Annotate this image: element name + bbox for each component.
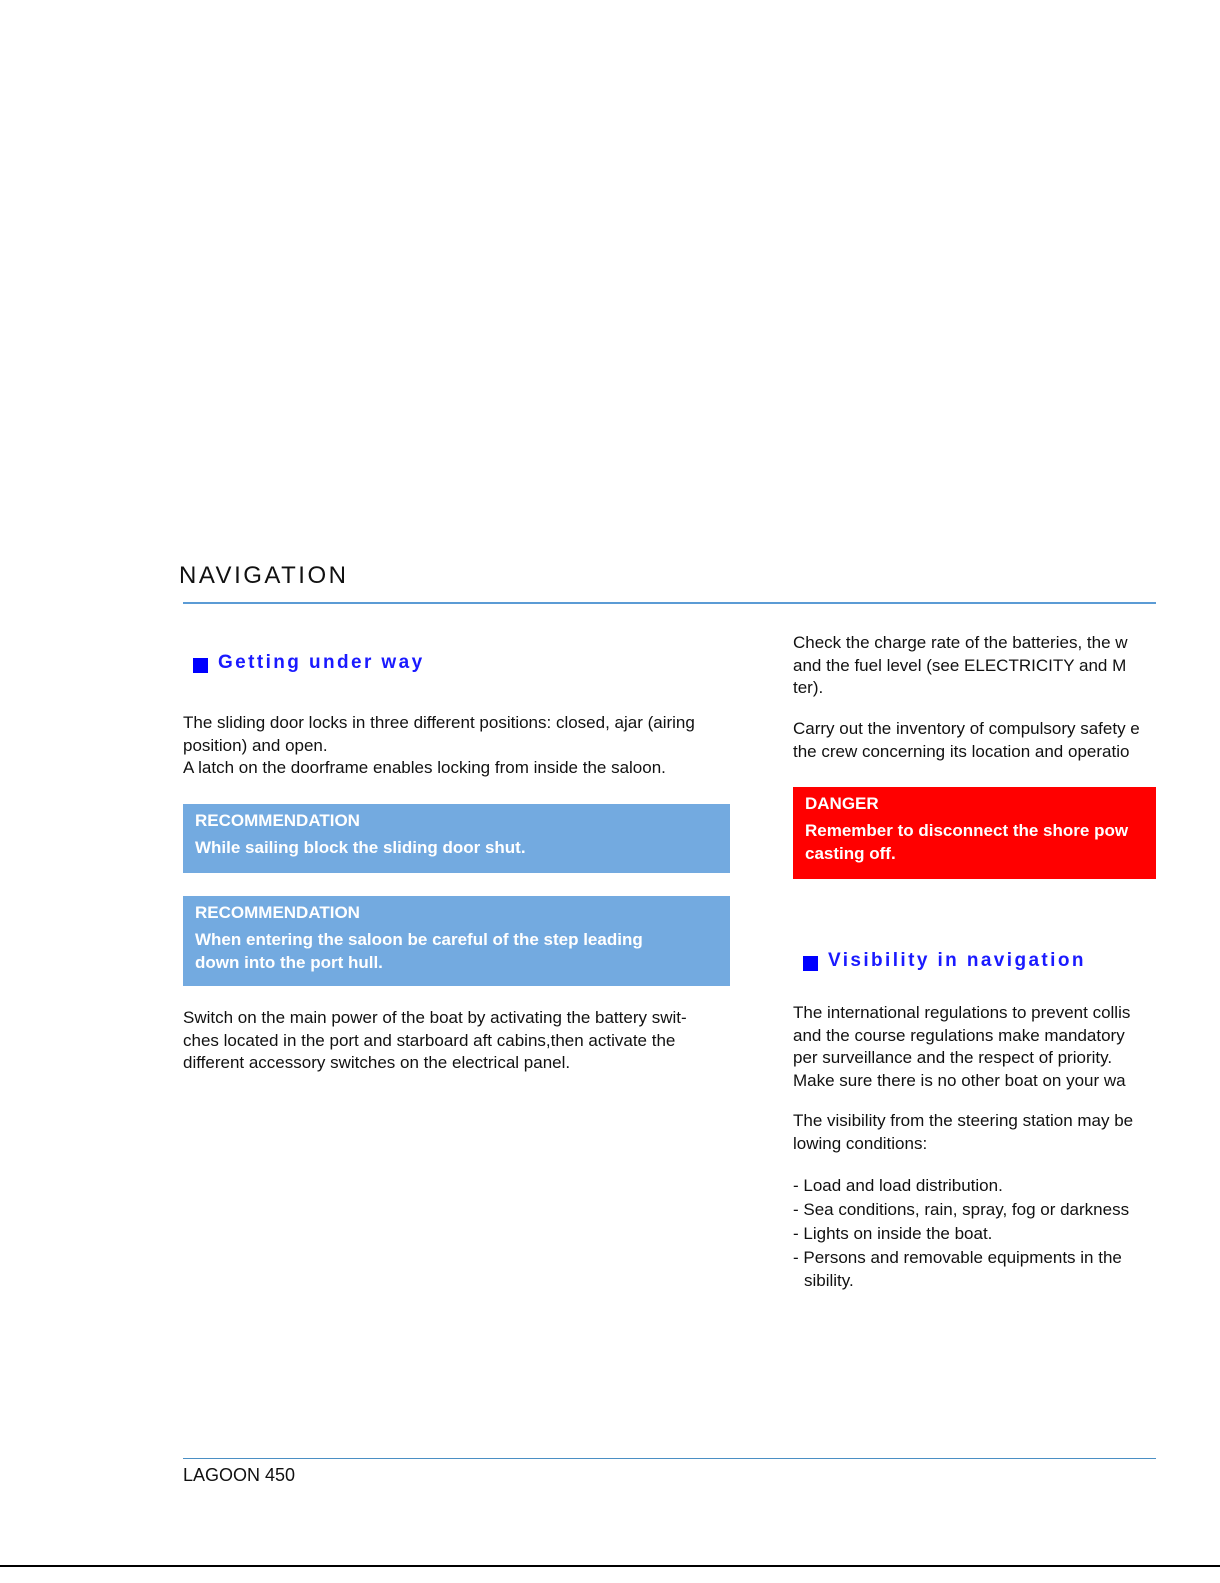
visibility-paragraph — [793, 1110, 1133, 1155]
footer-model-label: LAGOON 450 — [183, 1465, 296, 1485]
list-item: - Load and load distribution. — [793, 1176, 1003, 1195]
text-line: different accessory switches on the electrical panel. — [183, 1053, 571, 1072]
section-square-icon — [193, 658, 208, 673]
recommendation-text: While sailing block the sliding door shut. — [195, 838, 526, 857]
safety-inventory-paragraph — [793, 718, 1140, 763]
section-title-visibility — [803, 950, 1086, 972]
battery-check-paragraph — [793, 632, 1128, 700]
sliding-door-paragraph — [183, 712, 695, 780]
text-line: The sliding door locks in three different positions: closed, ajar (airing — [183, 713, 695, 732]
recommendation-title: RECOMMENDATION — [195, 811, 360, 830]
recommendation-box-saloon-step — [183, 896, 730, 986]
visibility-conditions-list — [793, 1174, 1129, 1292]
list-item: - Sea conditions, rain, spray, fog or darkness — [793, 1200, 1130, 1219]
text-line: position) and open. — [183, 735, 328, 755]
text-line: ter). — [793, 678, 824, 697]
text-line: and the course regulations make mandatory — [793, 1025, 1125, 1045]
text-line: Switch on the main power of the boat by activating the battery swit- — [183, 1008, 687, 1027]
section-title-text: Visibility in navigation — [828, 950, 1086, 971]
text-line: The international regulations to prevent collis — [793, 1003, 1131, 1022]
text-line: Check the charge rate of the batteries, the w — [793, 633, 1128, 652]
text-line: Carry out the inventory of compulsory safety e — [793, 719, 1140, 738]
text-line: ches located in the port and starboard aft cabins,then activate the — [183, 1030, 676, 1050]
recommendation-box-sliding-door — [183, 804, 730, 873]
page-title: NAVIGATION — [179, 562, 349, 589]
danger-title: DANGER — [805, 794, 879, 813]
text-line: Make sure there is no other boat on your wa — [793, 1070, 1126, 1090]
right-column — [793, 620, 1156, 1440]
footer-divider — [183, 1458, 1156, 1459]
section-title-text: Getting under way — [218, 652, 425, 673]
danger-box-shore-power — [793, 787, 1156, 879]
list-item: - Lights on inside the boat. — [793, 1224, 993, 1243]
recommendation-title: RECOMMENDATION — [195, 903, 360, 922]
list-item-continuation: sibility. — [804, 1271, 854, 1290]
regulations-paragraph — [793, 1002, 1130, 1092]
text-line: The visibility from the steering station may be — [793, 1111, 1134, 1130]
text-line: A latch on the doorframe enables locking from inside the saloon. — [183, 758, 666, 777]
header-divider — [183, 602, 1156, 604]
text-line: and the fuel level (see ELECTRICITY and M — [793, 655, 1127, 675]
text-line: lowing conditions: — [793, 1133, 928, 1153]
list-item: - Persons and removable equipments in the — [793, 1248, 1122, 1267]
page-bottom-border — [0, 1565, 1220, 1567]
text-line: per surveillance and the respect of priority. — [793, 1048, 1113, 1067]
danger-text: casting off. — [805, 844, 896, 863]
recommendation-text: When entering the saloon be careful of the step leading — [195, 930, 643, 949]
section-title-getting-under-way — [193, 652, 425, 674]
main-power-paragraph — [183, 1007, 687, 1075]
danger-text: Remember to disconnect the shore pow — [805, 821, 1129, 840]
text-line: the crew concerning its location and operatio — [793, 741, 1130, 761]
recommendation-text: down into the port hull. — [195, 953, 383, 972]
section-square-icon — [803, 956, 818, 971]
